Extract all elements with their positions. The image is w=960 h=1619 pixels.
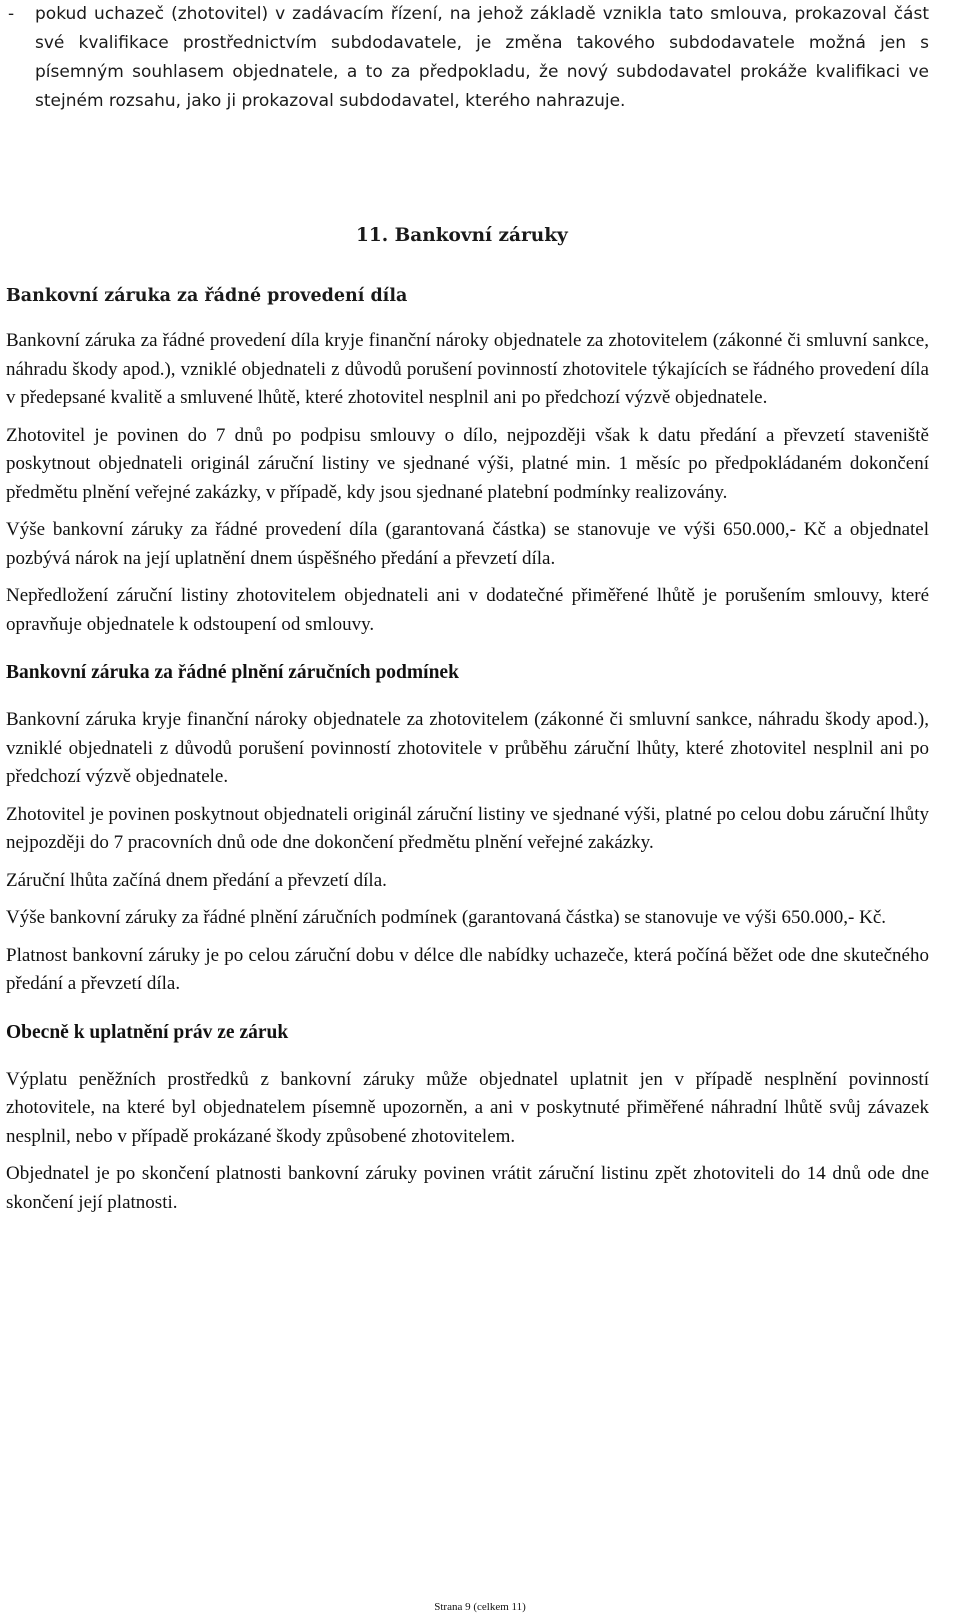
- paragraph: Nepředložení záruční listiny zhotovitelem objednateli ani v dodatečné přiměřené lhůtě je porušením smlouvy, které opravňuje objednatele k odstoupení od smlouvy.: [6, 585, 929, 635]
- bullet-dash: -: [8, 4, 15, 24]
- intro-text: pokud uchazeč (zhotovitel) v zadávacím řízení, na jehož základě vznikla tato smlouva, prokazoval část své kvalifikace prostřednictvím subdodavatele, je změna takového subdodavatele možná jen s písemným souhlasem objednatele, a to za předpokladu, že nový subdodavatel prokáže kvalifikaci ve stejném rozsahu, jako ji prokazoval subdodavatel, kterého nahrazuje.: [35, 4, 929, 111]
- paragraph: Bankovní záruka za řádné provedení díla kryje finanční nároky objednatele za zhotovitelem (zákonné či smluvní sankce, náhradu škody apod.), vzniklé objednateli z důvodů porušení povinností zhotovitele týkajících se řádného provedení díla v předepsané kvalitě a smluvené lhůtě, které zhotovitel nesplnil ani po předchozí výzvě objednatele.: [6, 330, 929, 408]
- paragraph: Bankovní záruka kryje finanční nároky objednatele za zhotovitelem (zákonné či smluvní sankce, náhradu škody apod.), vzniklé objednateli z důvodů porušení povinností zhotovitele v průběhu záruční lhůty, které zhotovitel nesplnil ani po předchozí výzvě objednatele.: [6, 709, 929, 787]
- chapter-title: 11. Bankovní záruky: [356, 225, 568, 246]
- paragraph: Objednatel je po skončení platnosti bankovní záruky povinen vrátit záruční listinu zpět zhotoviteli do 14 dnů ode dne skončení její platnosti.: [6, 1163, 929, 1213]
- section-bank-guarantee-execution: [6, 282, 929, 1226]
- intro-bullet: [6, 0, 929, 116]
- section-heading: Bankovní záruka za řádné provedení díla: [6, 286, 408, 306]
- section-heading: Obecně k uplatnění práv ze záruk: [6, 1021, 289, 1043]
- paragraph: Výše bankovní záruky za řádné provedení díla (garantovaná částka) se stanovuje ve výši 650.000,- Kč a objednatel pozbývá nárok na její uplatnění dnem úspěšného předání a převzetí díla.: [6, 519, 929, 569]
- paragraph: Zhotovitel je povinen do 7 dnů po podpisu smlouvy o dílo, nejpozději však k datu předání a převzetí staveniště poskytnout objednateli originál záruční listiny ve sjednané výši, platné min. 1 měsíc po předpokládaném dokončení předmětu plnění veřejné zakázky, v případě, kdy jsou sjednané platební podmínky realizovány.: [6, 424, 929, 503]
- paragraph: Platnost bankovní záruky je po celou záruční dobu v délce dle nabídky uchazeče, která počíná běžet ode dne skutečného předání a převzetí díla.: [6, 944, 929, 994]
- paragraph: Zhotovitel je povinen poskytnout objednateli originál záruční listiny ve sjednané výši, platné po celou dobu záruční lhůty nejpozději do 7 pracovních dnů ode dne dokončení předmětu plnění veřejné zakázky.: [6, 803, 929, 853]
- paragraph: Výše bankovní záruky za řádné plnění záručních podmínek (garantovaná částka) se stanovuje ve výši 650.000,- Kč.: [6, 907, 887, 928]
- paragraph: Záruční lhůta začíná dnem předání a převzetí díla.: [6, 869, 387, 891]
- page-number-footer: Strana 9 (celkem 11): [434, 1601, 526, 1613]
- section-body: [6, 327, 929, 1217]
- paragraph: Výplatu peněžních prostředků z bankovní záruky může objednatel uplatnit jen v případě nesplnění povinností zhotovitele, na které byl objednatelem písemně upozorněn, a ani v poskytnuté přiměřené náhradní lhůtě svůj závazek nesplnil, nebo v případě prokázané škody způsobené zhotovitelem.: [6, 1068, 929, 1147]
- section-heading: Bankovní záruka za řádné plnění záručních podmínek: [6, 662, 459, 683]
